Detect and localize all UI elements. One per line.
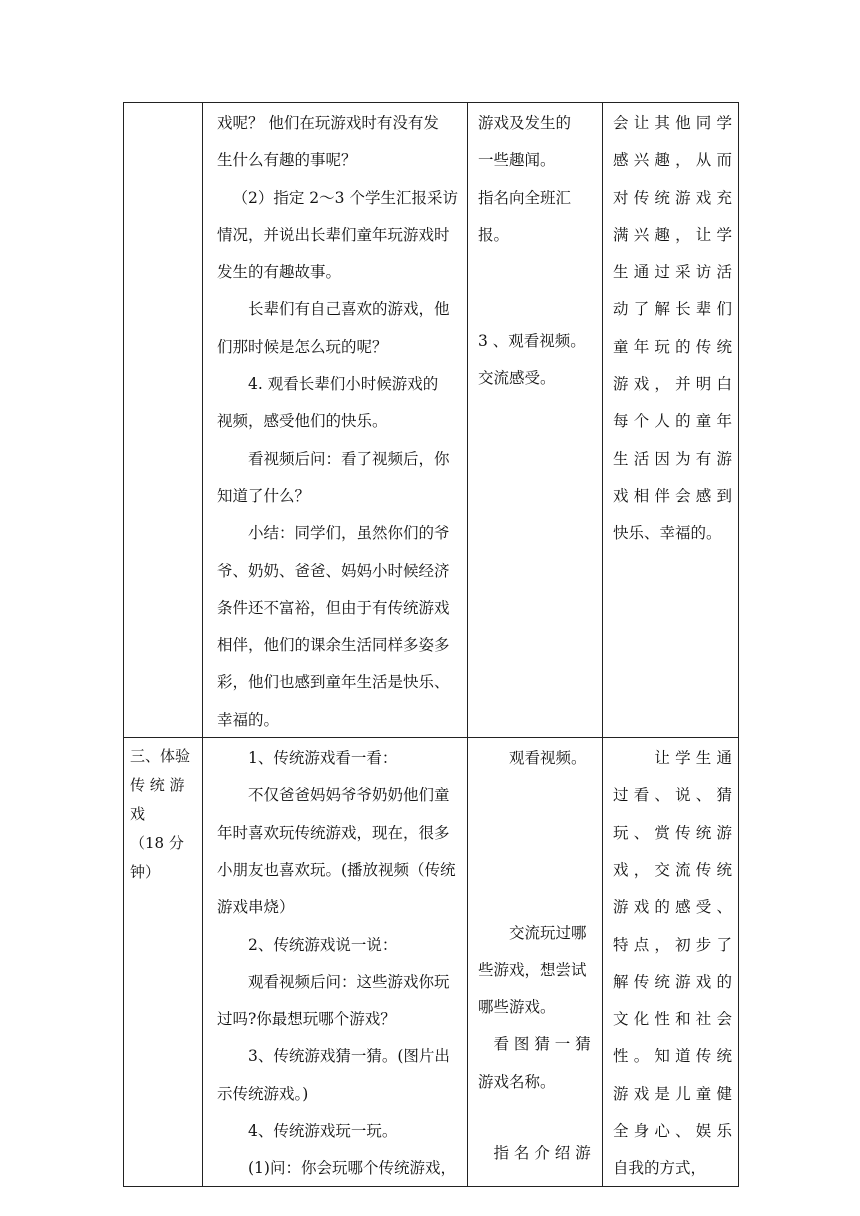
table-row bbox=[124, 103, 739, 738]
text-line: (1)问：你会玩哪个传统游戏， bbox=[248, 1159, 456, 1178]
blank-line bbox=[468, 286, 602, 320]
text-line: 彩，他们也感到童年生活是快乐、 bbox=[217, 673, 450, 692]
text-line: 过看、说、猜 bbox=[613, 786, 732, 805]
text-line: 4. 观看长辈们小时候游戏的 bbox=[248, 375, 439, 394]
text-line: 条件还不富裕，但由于有传统游戏 bbox=[217, 598, 450, 617]
text-line: 一些趣闻。 bbox=[478, 151, 556, 170]
text-line: 童年玩的传统 bbox=[613, 337, 732, 356]
text-line: 指名向全班汇 bbox=[478, 188, 572, 207]
text-line: 报。 bbox=[478, 225, 510, 244]
text-line: 玩、赏传统游 bbox=[613, 823, 732, 842]
text-line: 4、传统游戏玩一玩。 bbox=[248, 1122, 398, 1141]
text-line: 指 名 介 绍 游 bbox=[493, 1144, 591, 1163]
text-line: 幸福的。 bbox=[217, 710, 280, 729]
text-line: 游戏及发生的 bbox=[478, 114, 572, 132]
blank-line bbox=[468, 844, 602, 878]
design-intent-cell bbox=[603, 738, 739, 1187]
text-line: 动了解长辈们 bbox=[613, 300, 732, 319]
text-line: 生什么有趣的事呢？ bbox=[217, 151, 357, 170]
text-line: 会让其他同学 bbox=[613, 114, 732, 132]
text-line: 生通过采访活 bbox=[613, 263, 732, 282]
text-line: 哪些游戏。 bbox=[478, 998, 556, 1017]
text-line: 戏相伴会感到 bbox=[613, 486, 732, 505]
text-line: 每个人的童年 bbox=[613, 412, 732, 431]
lesson-plan-table bbox=[123, 102, 739, 1187]
text-line: 感兴趣，从而 bbox=[613, 151, 732, 170]
text-line: 交流玩过哪 bbox=[509, 923, 587, 942]
student-activity-cell bbox=[468, 738, 603, 1187]
text-line: 们那时候是怎么玩的呢？ bbox=[217, 337, 388, 356]
text-line: 示传统游戏。) bbox=[217, 1084, 309, 1103]
text-line: 长辈们有自己喜欢的游戏，他 bbox=[248, 300, 450, 319]
text-line: 游戏是儿童健 bbox=[613, 1084, 732, 1103]
text-line: 游戏名称。 bbox=[478, 1072, 556, 1091]
text-line: 视频，感受他们的快乐。 bbox=[217, 412, 388, 431]
text-line: 性。知道传统 bbox=[613, 1047, 732, 1066]
text-line: 知道了什么？ bbox=[217, 486, 311, 505]
blank-line bbox=[468, 775, 602, 809]
text-line: 戏，交流传统 bbox=[613, 860, 732, 879]
text-line: 游戏串烧） bbox=[217, 898, 295, 917]
text-line: 观看视频。 bbox=[509, 749, 587, 768]
table-row bbox=[124, 738, 739, 1187]
text-line: 相伴，他们的课余生活同样多姿多 bbox=[217, 636, 450, 655]
text-line: 3 、观看视频。 bbox=[478, 331, 586, 350]
text-line: 文化性和社会 bbox=[613, 1010, 732, 1029]
stage-cell bbox=[124, 103, 203, 738]
blank-line bbox=[468, 810, 602, 844]
text-line: 传 统 游 bbox=[130, 776, 185, 795]
text-line: 特点，初步了 bbox=[613, 935, 732, 954]
text-line: 游戏，并明白 bbox=[613, 375, 732, 394]
text-line: 过吗?你最想玩哪个游戏？ bbox=[217, 1010, 396, 1029]
teacher-activity-cell bbox=[203, 103, 468, 738]
text-line: 看视频后问：看了视频后，你 bbox=[248, 449, 450, 468]
text-line: 看 图 猜 一 猜 bbox=[493, 1035, 591, 1054]
text-line: 游戏的感受、 bbox=[613, 898, 732, 917]
text-line: 钟） bbox=[130, 863, 161, 882]
text-line: 发生的有趣故事。 bbox=[217, 263, 342, 282]
text-line: 小朋友也喜欢玩。(播放视频（传统 bbox=[217, 860, 456, 879]
text-line: 对传统游戏充 bbox=[613, 188, 732, 207]
text-line: 小结：同学们，虽然你们的爷 bbox=[248, 524, 450, 543]
text-line: （18 分 bbox=[130, 834, 184, 853]
text-line: 戏呢？ 他们在玩游戏时有没有发 bbox=[217, 114, 439, 132]
text-line: 快乐、幸福的。 bbox=[613, 524, 722, 543]
text-line: 让学生通 bbox=[613, 749, 732, 768]
text-line: 2、传统游戏说一说： bbox=[248, 935, 398, 954]
text-line: 情况，并说出长辈们童年玩游戏时 bbox=[217, 225, 450, 244]
text-line: 自我的方式， bbox=[613, 1159, 707, 1178]
student-activity-cell bbox=[468, 103, 603, 738]
blank-line bbox=[468, 878, 602, 912]
teacher-activity-cell bbox=[203, 738, 468, 1187]
text-line: 满兴趣，让学 bbox=[613, 225, 732, 244]
text-line: 三、体验 bbox=[130, 747, 191, 766]
text-line: 生活因为有游 bbox=[613, 449, 732, 468]
text-line: 全身心、娱乐 bbox=[613, 1122, 732, 1141]
text-line: 爷、奶奶、爸爸、妈妈小时候经济 bbox=[217, 561, 450, 580]
text-line: 解传统游戏的 bbox=[613, 972, 732, 991]
blank-line bbox=[468, 1099, 602, 1133]
text-line: 不仅爸爸妈妈爷爷奶奶他们童 bbox=[248, 786, 450, 805]
text-line: 观看视频后问：这些游戏你玩 bbox=[248, 972, 450, 991]
design-intent-cell bbox=[603, 103, 739, 738]
blank-line bbox=[468, 252, 602, 286]
text-line: （2）指定 2～3 个学生汇报采访 bbox=[232, 188, 458, 207]
text-line: 3、传统游戏猜一猜。(图片出 bbox=[248, 1047, 450, 1066]
text-line: 年时喜欢玩传统游戏，现在，很多 bbox=[217, 823, 450, 842]
text-line: 戏 bbox=[130, 805, 146, 824]
text-line: 交流感受。 bbox=[478, 369, 556, 388]
stage-cell bbox=[124, 738, 203, 1187]
text-line: 1、传统游戏看一看： bbox=[248, 749, 398, 768]
text-line: 些游戏，想尝试 bbox=[478, 960, 587, 979]
